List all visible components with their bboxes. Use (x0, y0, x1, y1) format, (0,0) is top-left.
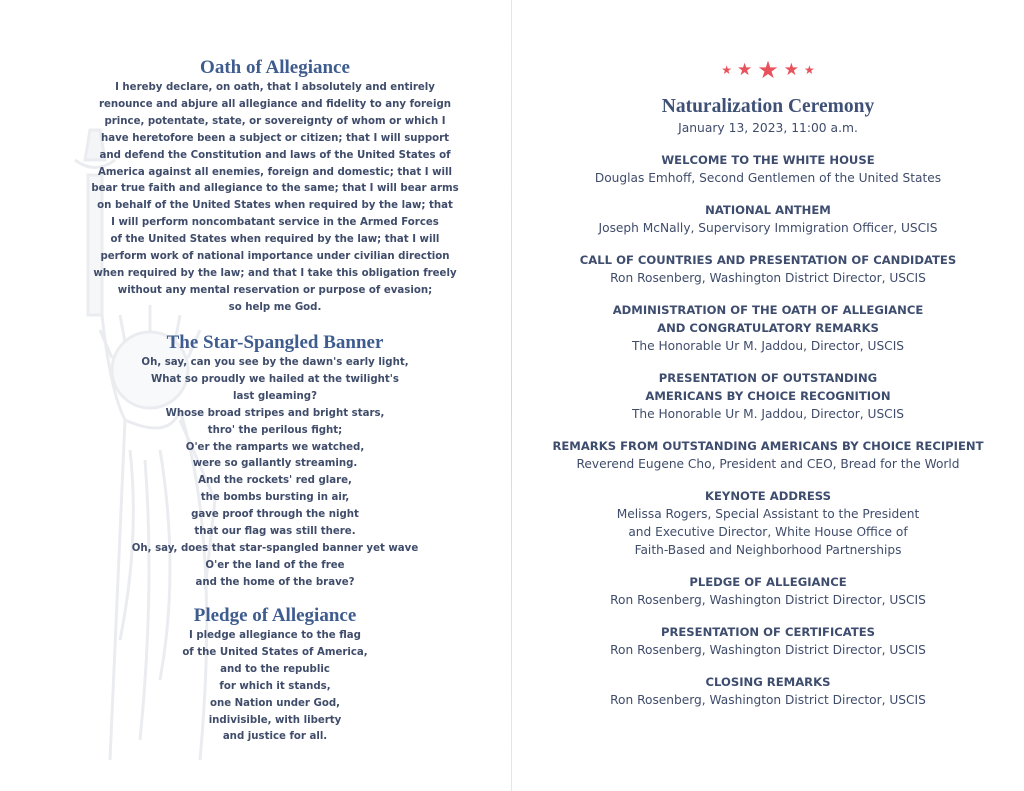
lyric-line: Whose broad stripes and bright stars, (165, 407, 385, 419)
pledge-of-allegiance-section (90, 604, 460, 746)
star-icon: ★ (783, 59, 799, 80)
pledge-line: I pledge allegiance to the flag (189, 630, 361, 641)
program-item-title: REMARKS FROM OUTSTANDING AMERICANS BY CHOICE RECIPIENT (552, 439, 984, 453)
pledge-line: and to the republic (220, 663, 330, 675)
lyric-line: that our flag was still there. (194, 526, 356, 538)
pledge-line: of the United States of America, (182, 646, 368, 658)
program-item-recipient-remarks (512, 437, 1024, 473)
five-stars-icon (512, 58, 1024, 82)
oath-line: and defend the Constitution and laws of the United States of (99, 149, 451, 161)
oath-line: on behalf of the United States when required by the law; that (97, 200, 453, 212)
lyric-line: gave proof through the night (191, 509, 359, 521)
lyric-line: were so gallantly streaming. (192, 458, 358, 470)
oath-line: when required by the law; and that I take this obligation freely (93, 267, 457, 279)
oath-line: renounce and abjure all allegiance and fidelity to any foreign (98, 98, 452, 110)
program-item-speaker: Joseph McNally, Supervisory Immigration Officer, USCIS (598, 221, 938, 235)
program-item-speaker: Faith-Based and Neighborhood Partnerships (634, 543, 902, 557)
oath-title: Oath of Allegiance (200, 57, 350, 78)
oath-line: have heretofore been a subject or citizen; that I will support (100, 132, 450, 144)
program-item-speaker: Reverend Eugene Cho, President and CEO, Bread for the World (576, 457, 960, 471)
lyric-line: O'er the land of the free (205, 559, 345, 571)
oath-of-allegiance-section (90, 56, 460, 317)
program-item-title: AND CONGRATULATORY REMARKS (657, 321, 879, 335)
oath-line: America against all enemies, foreign and domestic; that I will (97, 166, 453, 178)
program-item-national-anthem (512, 201, 1024, 237)
program-item-speaker: Ron Rosenberg, Washington District Director, USCIS (610, 693, 926, 707)
lyric-line: thro' the perilous fight; (207, 424, 343, 436)
oath-line: so help me God. (228, 301, 322, 313)
program-item-certificates (512, 623, 1024, 659)
oath-line: I will perform noncombatant service in the Armed Forces (111, 217, 439, 229)
anthem-lyrics (90, 355, 460, 592)
program-item-speaker: Douglas Emhoff, Second Gentlemen of the United States (594, 171, 942, 185)
ceremony-program (512, 58, 1024, 709)
program-item-outstanding-americans-recognition (512, 369, 1024, 423)
oath-line: without any mental reservation or purpose of evasion; (117, 284, 433, 296)
program-item-title: CLOSING REMARKS (705, 675, 831, 689)
lyric-line: What so proudly we hailed at the twilight's (151, 373, 399, 385)
pledge-title: Pledge of Allegiance (193, 605, 357, 626)
program-item-speaker: Melissa Rogers, Special Assistant to the President (616, 507, 920, 521)
program-item-call-of-countries (512, 251, 1024, 287)
oath-line: of the United States when required by the law; that I will (110, 234, 440, 246)
lyric-line: the bombs bursting in air, (200, 492, 350, 504)
star-icon: ★ (804, 63, 815, 77)
star-icon: ★ (757, 56, 779, 84)
pledge-line: for which it stands, (219, 680, 331, 692)
ceremony-datetime: January 13, 2023, 11:00 a.m. (678, 121, 858, 135)
program-item-title: AMERICANS BY CHOICE RECOGNITION (645, 389, 891, 403)
star-icon: ★ (721, 63, 732, 77)
lyric-line: Oh, say, does that star-spangled banner yet wave (131, 542, 419, 554)
lyric-line: last gleaming? (233, 390, 317, 402)
star-spangled-banner-section (90, 331, 460, 592)
anthem-title: The Star-Spangled Banner (166, 332, 384, 353)
program-item-speaker: The Honorable Ur M. Jaddou, Director, USCIS (631, 407, 905, 421)
program-item-keynote (512, 487, 1024, 559)
program-item-title: KEYNOTE ADDRESS (705, 489, 831, 503)
lyric-line: O'er the ramparts we watched, (185, 441, 365, 453)
oath-line: prince, potentate, state, or sovereignty of whom or which I (104, 115, 446, 127)
program-item-speaker: Ron Rosenberg, Washington District Director, USCIS (610, 593, 926, 607)
program-item-title: WELCOME TO THE WHITE HOUSE (661, 153, 875, 167)
lyric-line: Oh, say, can you see by the dawn's early light, (141, 357, 409, 368)
program-item-title: PRESENTATION OF OUTSTANDING (658, 371, 878, 385)
lyric-line: and the home of the brave? (195, 576, 355, 588)
left-page (0, 0, 511, 791)
program-item-closing-remarks (512, 673, 1024, 709)
pledge-text (90, 628, 460, 746)
program-item-welcome (512, 151, 1024, 187)
oath-line: perform work of national importance under civilian direction (100, 251, 450, 263)
program-item-speaker: Ron Rosenberg, Washington District Director, USCIS (610, 643, 926, 657)
oath-line: bear true faith and allegiance to the same; that I will bear arms (91, 183, 459, 195)
star-icon: ★ (736, 59, 753, 80)
program-item-title: ADMINISTRATION OF THE OATH OF ALLEGIANCE (612, 303, 924, 317)
pledge-line: and justice for all. (222, 731, 328, 743)
program-item-title: PLEDGE OF ALLEGIANCE (689, 575, 847, 589)
ceremony-title: Naturalization Ceremony (661, 96, 875, 117)
lyric-line: And the rockets' red glare, (198, 475, 352, 487)
program-item-title: CALL OF COUNTRIES AND PRESENTATION OF CANDIDATES (579, 253, 957, 267)
program-item-oath-administration (512, 301, 1024, 355)
program-item-title: PRESENTATION OF CERTIFICATES (660, 625, 876, 639)
program-item-title: NATIONAL ANTHEM (705, 203, 831, 217)
program-item-speaker: Ron Rosenberg, Washington District Director, USCIS (610, 271, 926, 285)
oath-line: I hereby declare, on oath, that I absolutely and entirely (115, 82, 435, 93)
right-page (512, 0, 1024, 791)
program-item-speaker: and Executive Director, White House Office of (628, 525, 908, 539)
program-item-speaker: The Honorable Ur M. Jaddou, Director, USCIS (631, 339, 905, 353)
oath-text (90, 80, 460, 317)
pledge-line: one Nation under God, (209, 697, 341, 709)
pledge-line: indivisible, with liberty (208, 714, 342, 726)
program-item-pledge (512, 573, 1024, 609)
